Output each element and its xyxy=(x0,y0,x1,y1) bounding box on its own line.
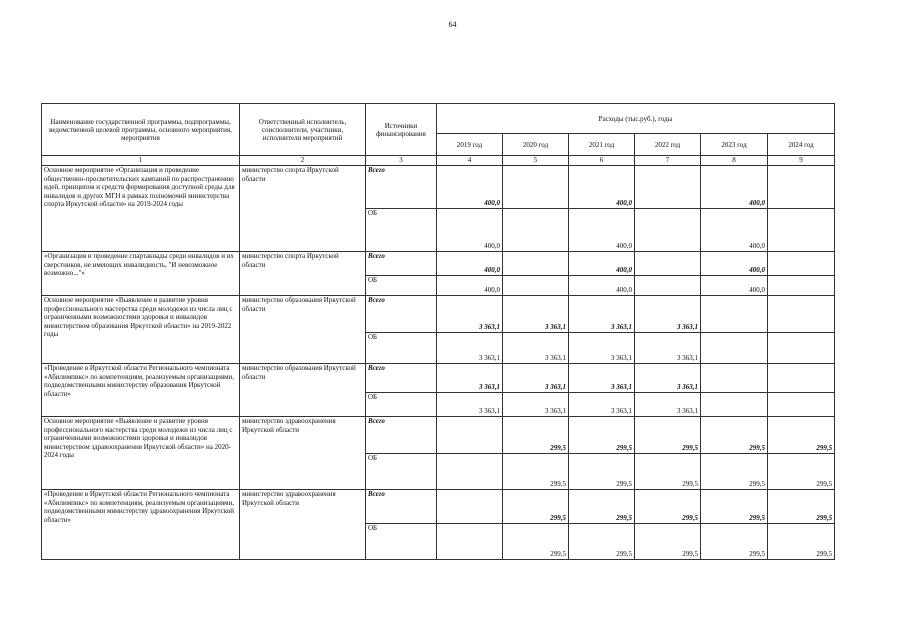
source-ob-label: ОБ xyxy=(366,524,437,560)
table-row xyxy=(42,417,835,454)
total-value xyxy=(503,252,569,276)
executor: министерство образования Иркутской области xyxy=(240,296,366,364)
ob-value: 299,5 xyxy=(635,524,701,560)
total-value xyxy=(768,364,835,393)
ob-value: 400,0 xyxy=(437,276,503,296)
budget-table xyxy=(41,103,835,560)
table-row xyxy=(42,364,835,393)
total-value: 299,5 xyxy=(701,417,768,454)
total-value: 299,5 xyxy=(701,490,768,524)
total-value: 3 363,1 xyxy=(503,296,569,333)
total-value: 400,0 xyxy=(437,252,503,276)
total-value: 3 363,1 xyxy=(635,296,701,333)
ob-value: 299,5 xyxy=(768,454,835,490)
executor: министерство здравоохранения Иркутской области xyxy=(240,490,366,560)
total-value: 299,5 xyxy=(503,490,569,524)
column-number-row xyxy=(42,156,835,166)
total-value: 299,5 xyxy=(503,417,569,454)
total-value: 299,5 xyxy=(768,417,835,454)
source-total-label: Всего xyxy=(366,166,437,209)
header-year: 2022 год xyxy=(635,134,701,156)
ob-value xyxy=(437,454,503,490)
column-number: 7 xyxy=(635,156,701,166)
total-value xyxy=(701,364,768,393)
column-number: 6 xyxy=(569,156,635,166)
source-total-label: Всего xyxy=(366,252,437,276)
total-value xyxy=(768,296,835,333)
activity-name: «Проведение в Иркутской области Регионального чемпионата «Абилимпикс» по компетенциям, реализуемым организациями, подведомственными министерству образования Иркутской области» xyxy=(42,364,240,417)
ob-value: 400,0 xyxy=(569,209,635,252)
executor: министерство образования Иркутской области xyxy=(240,364,366,417)
table-row xyxy=(42,252,835,276)
header-name: Наименование государственной программы, подпрограммы, ведомственной целевой программы, основного мероприятия, мероприятия xyxy=(42,104,240,156)
table-row xyxy=(42,490,835,524)
activity-name: Основное мероприятие «Выявление и развитие уровня профессионального мастерства среди молодежи из числа лиц с ограниченными возможностями здоровья и инвалидов министерством здравоохранения Иркутской области» на 2020-2024 годы xyxy=(42,417,240,490)
ob-value xyxy=(635,276,701,296)
source-ob-label: ОБ xyxy=(366,333,437,364)
total-value: 299,5 xyxy=(635,490,701,524)
total-value: 3 363,1 xyxy=(437,296,503,333)
ob-value: 299,5 xyxy=(503,524,569,560)
ob-value: 400,0 xyxy=(701,276,768,296)
total-value: 400,0 xyxy=(701,252,768,276)
ob-value: 299,5 xyxy=(503,454,569,490)
total-value xyxy=(768,166,835,209)
column-number: 9 xyxy=(768,156,835,166)
ob-value xyxy=(701,393,768,417)
total-value xyxy=(635,252,701,276)
total-value: 3 363,1 xyxy=(503,364,569,393)
ob-value: 3 363,1 xyxy=(437,333,503,364)
column-number: 2 xyxy=(240,156,366,166)
ob-value xyxy=(635,209,701,252)
header-year: 2020 год xyxy=(503,134,569,156)
header-year: 2021 год xyxy=(569,134,635,156)
total-value: 400,0 xyxy=(569,252,635,276)
executor: министерство здравоохранения Иркутской области xyxy=(240,417,366,490)
column-number: 5 xyxy=(503,156,569,166)
header-year: 2019 год xyxy=(437,134,503,156)
ob-value: 3 363,1 xyxy=(503,333,569,364)
header-year: 2024 год xyxy=(768,134,835,156)
total-value: 3 363,1 xyxy=(635,364,701,393)
source-total-label: Всего xyxy=(366,364,437,393)
total-value: 400,0 xyxy=(701,166,768,209)
ob-value xyxy=(768,209,835,252)
ob-value xyxy=(768,276,835,296)
header-costs: Расходы (тыс.руб.), годы xyxy=(437,104,835,134)
source-ob-label: ОБ xyxy=(366,454,437,490)
ob-value: 299,5 xyxy=(569,454,635,490)
ob-value: 3 363,1 xyxy=(569,393,635,417)
total-value: 400,0 xyxy=(437,166,503,209)
ob-value xyxy=(768,333,835,364)
total-value: 299,5 xyxy=(768,490,835,524)
page-number: 64 xyxy=(448,20,457,29)
ob-value: 299,5 xyxy=(768,524,835,560)
ob-value: 3 363,1 xyxy=(437,393,503,417)
activity-name: Основное мероприятие «Организация и проведение общественно-просветительских кампаний по распространению идей, принципов и средств формирования доступной среды для инвалидов и других МГН в рамках полномочий министерства спорта Иркутской области» на 2019-2024 годы xyxy=(42,166,240,252)
column-number: 3 xyxy=(366,156,437,166)
ob-value xyxy=(503,209,569,252)
total-value: 299,5 xyxy=(569,490,635,524)
header-source: Источники финансирования xyxy=(366,104,437,156)
column-number: 1 xyxy=(42,156,240,166)
ob-value xyxy=(503,276,569,296)
column-number: 8 xyxy=(701,156,768,166)
ob-value xyxy=(701,333,768,364)
ob-value: 3 363,1 xyxy=(569,333,635,364)
ob-value: 3 363,1 xyxy=(635,393,701,417)
column-number: 4 xyxy=(437,156,503,166)
source-total-label: Всего xyxy=(366,417,437,454)
total-value: 3 363,1 xyxy=(569,364,635,393)
source-total-label: Всего xyxy=(366,490,437,524)
activity-name: «Проведение в Иркутской области Регионального чемпионата «Абилимпикс» по компетенциям, реализуемым организациями, подведомственными министерству здравоохранения Иркутской области» xyxy=(42,490,240,560)
activity-name: «Организация и проведение спартакиады среди инвалидов и их сверстников, не имеющих инвалидность, "И невозможное возможно..."» xyxy=(42,252,240,296)
total-value: 299,5 xyxy=(569,417,635,454)
source-ob-label: ОБ xyxy=(366,209,437,252)
ob-value: 400,0 xyxy=(569,276,635,296)
source-ob-label: ОБ xyxy=(366,393,437,417)
total-value xyxy=(437,490,503,524)
source-total-label: Всего xyxy=(366,296,437,333)
ob-value xyxy=(768,393,835,417)
ob-value: 400,0 xyxy=(437,209,503,252)
total-value xyxy=(635,166,701,209)
header-executor: Ответственный исполнитель, соисполнители, участники, исполнители мероприятий xyxy=(240,104,366,156)
total-value: 3 363,1 xyxy=(569,296,635,333)
table-row xyxy=(42,166,835,209)
ob-value: 299,5 xyxy=(701,454,768,490)
total-value xyxy=(701,296,768,333)
total-value xyxy=(437,417,503,454)
executor: министерство спорта Иркутской области xyxy=(240,252,366,296)
header-year: 2023 год xyxy=(701,134,768,156)
ob-value: 3 363,1 xyxy=(503,393,569,417)
ob-value: 299,5 xyxy=(569,524,635,560)
total-value: 400,0 xyxy=(569,166,635,209)
activity-name: Основное мероприятие «Выявление и развитие уровня профессионального мастерства среди молодежи из числа лиц с ограниченными возможностями здоровья и инвалидов министерством образования Иркутской области» на 2019-2022 годы xyxy=(42,296,240,364)
ob-value xyxy=(437,524,503,560)
total-value: 3 363,1 xyxy=(437,364,503,393)
ob-value: 299,5 xyxy=(701,524,768,560)
executor: министерство спорта Иркутской области xyxy=(240,166,366,252)
ob-value: 3 363,1 xyxy=(635,333,701,364)
table-row xyxy=(42,296,835,333)
total-value xyxy=(768,252,835,276)
total-value xyxy=(503,166,569,209)
source-ob-label: ОБ xyxy=(366,276,437,296)
total-value: 299,5 xyxy=(635,417,701,454)
ob-value: 400,0 xyxy=(701,209,768,252)
ob-value: 299,5 xyxy=(635,454,701,490)
